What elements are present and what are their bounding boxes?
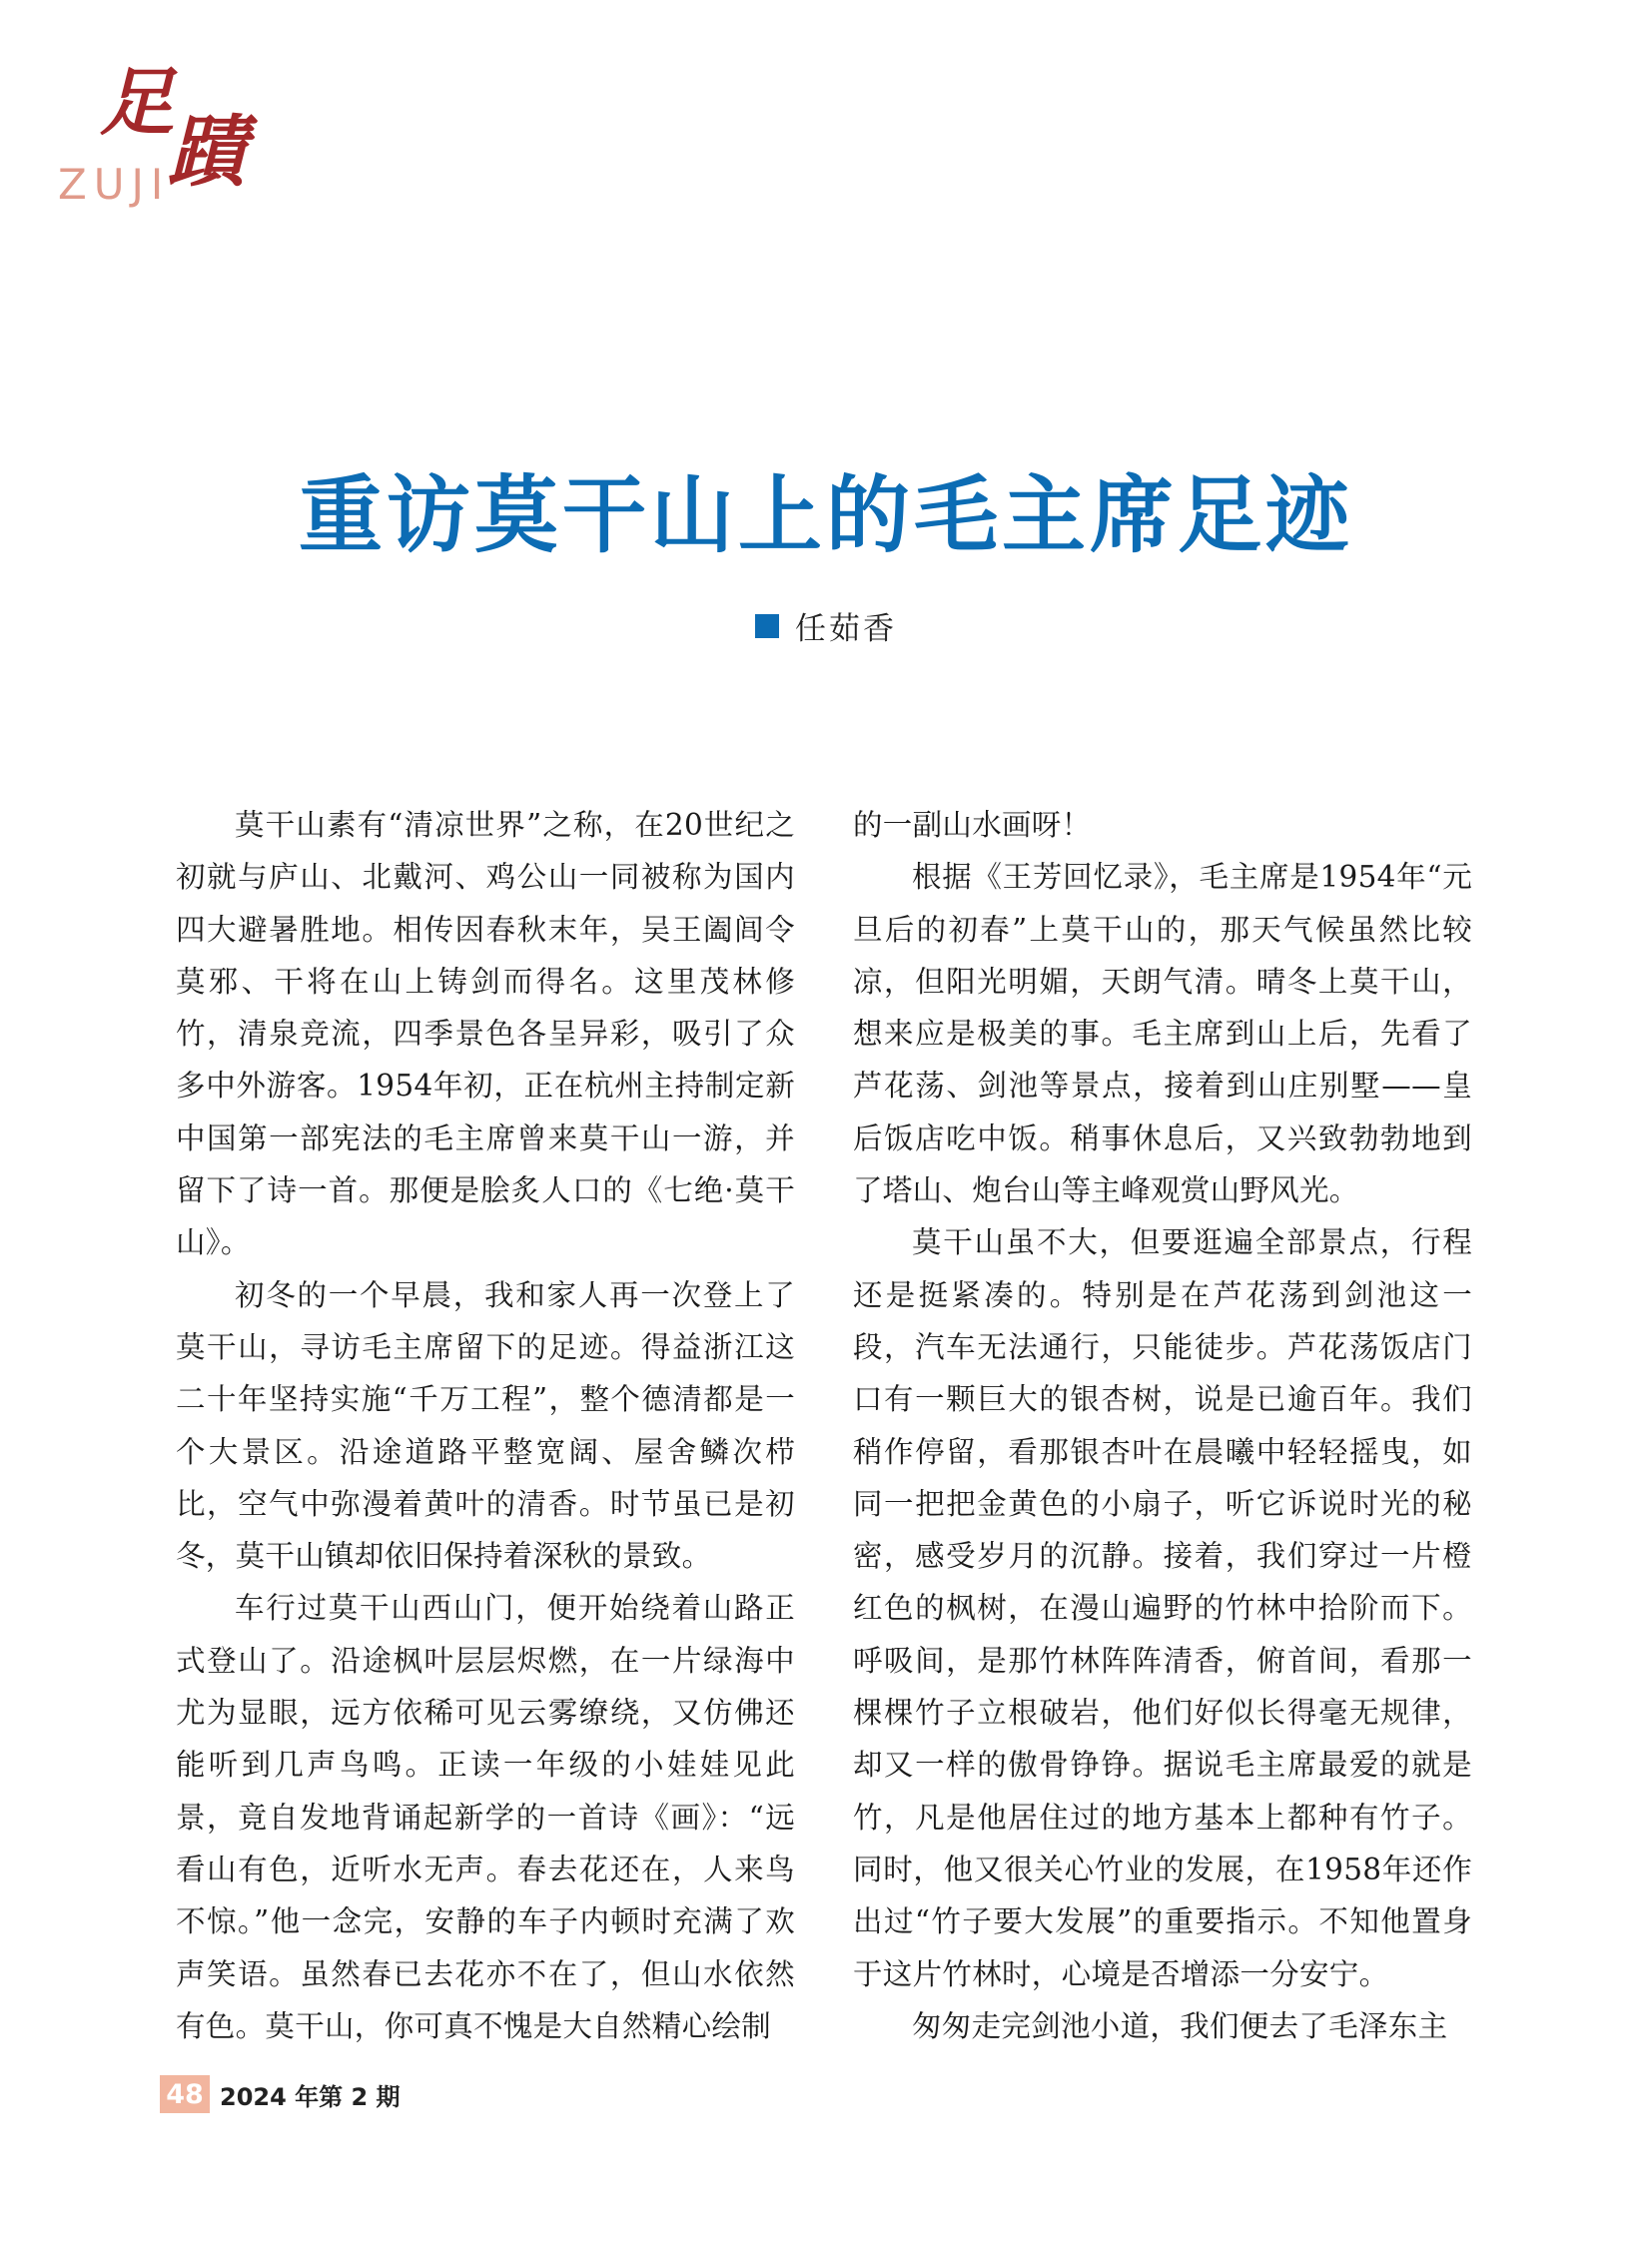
paragraph: 莫干山虽不大，但要逛遍全部景点，行程还是挺紧凑的。特别是在芦花荡到剑池这一段，汽车无法通行，只能徒步。芦花荡饭店门口有一颗巨大的银杏树，说是已逾百年。我们稍作停留，看那银杏叶在晨曦中轻轻摇曳，如同一把把金黄色的小扇子，听它诉说时光的秘密，感受岁月的沉静。接着，我们穿过一片橙红色的枫树，在漫山遍野的竹林中拾阶而下。呼吸间，是那竹林阵阵清香，俯首间，看那一棵棵竹子立根破岩，他们好似长得毫无规律，却又一样的傲骨铮铮。据说毛主席最爱的就是竹，凡是他居住过的地方基本上都种有竹子。同时，他又很关心竹业的发展，在1958年还作出过“竹子要大发展”的重要指示。不知他置身于这片竹林时，心境是否增添一分安宁。 — [853, 1225, 1472, 1991]
section-logo-char-1: 足 — [100, 60, 174, 146]
page-footer — [160, 2075, 401, 2113]
byline — [0, 603, 1652, 648]
page-number: 48 — [160, 2075, 210, 2113]
paragraph: 初冬的一个早晨，我和家人再一次登上了莫干山，寻访毛主席留下的足迹。得益浙江这二十年坚持实施“千万工程”，整个德清都是一个大景区。沿途道路平整宽阔、屋舍鳞次栉比，空气中弥漫着黄叶的清香。时节虽已是初冬，莫干山镇却依旧保持着深秋的景致。 — [176, 1277, 795, 1574]
issue-label: 2024 年第 2 期 — [220, 2082, 401, 2111]
paragraph: 车行过莫干山西山门，便开始绕着山路正式登山了。沿途枫叶层层烬燃，在一片绿海中尤为显眼，远方依稀可见云雾缭绕，又仿佛还能听到几声鸟鸣。正读一年级的小娃娃见此景，竟自发地背诵起新学的一首诗《画》：“远看山有色，近听水无声。春去花还在，人来鸟不惊。”他一念完，安静的车子内顿时充满了欢声笑语。虽然春已去花亦不在了，但山水依然有色。莫干山，你可真不愧是大自然精心绘制 — [176, 1591, 795, 2043]
section-logo — [56, 60, 256, 210]
author-name: 任茹香 — [795, 611, 897, 647]
paragraph: 匆匆走完剑池小道，我们便去了毛泽东主 — [912, 2008, 1448, 2043]
section-logo-latin: ZUJI — [58, 160, 171, 209]
paragraph: 根据《王芳回忆录》，毛主席是1954年“元旦后的初春”上莫干山的，那天气候虽然比较凉，但阳光明媚，天朗气清。晴冬上莫干山，想来应是极美的事。毛主席到山上后，先看了芦花荡、剑池等景点，接着到山庄别墅——皇后饭店吃中饭。稍事休息后，又兴致勃勃地到了塔山、炮台山等主峰观赏山野风光。 — [853, 860, 1472, 1208]
paragraph-continuation: 的一副山水画呀！ — [853, 808, 1092, 842]
left-column — [176, 799, 795, 2052]
paragraph: 莫干山素有“清凉世界”之称，在20世纪之初就与庐山、北戴河、鸡公山一同被称为国内四大避暑胜地。相传因春秋末年，吴王阖闾令莫邪、干将在山上铸剑而得名。这里茂林修竹，清泉竞流，四季景色各呈异彩，吸引了众多中外游客。1954年初，正在杭州主持制定新中国第一部宪法的毛主席曾来莫干山一游，并留下了诗一首。那便是脍炙人口的《七绝·莫干山》。 — [176, 808, 795, 1260]
article-title: 重访莫干山上的毛主席足迹 — [298, 466, 1353, 564]
section-logo-char-2: 蹟 — [168, 107, 247, 198]
byline-square-icon — [755, 614, 779, 638]
right-column — [853, 799, 1472, 2052]
